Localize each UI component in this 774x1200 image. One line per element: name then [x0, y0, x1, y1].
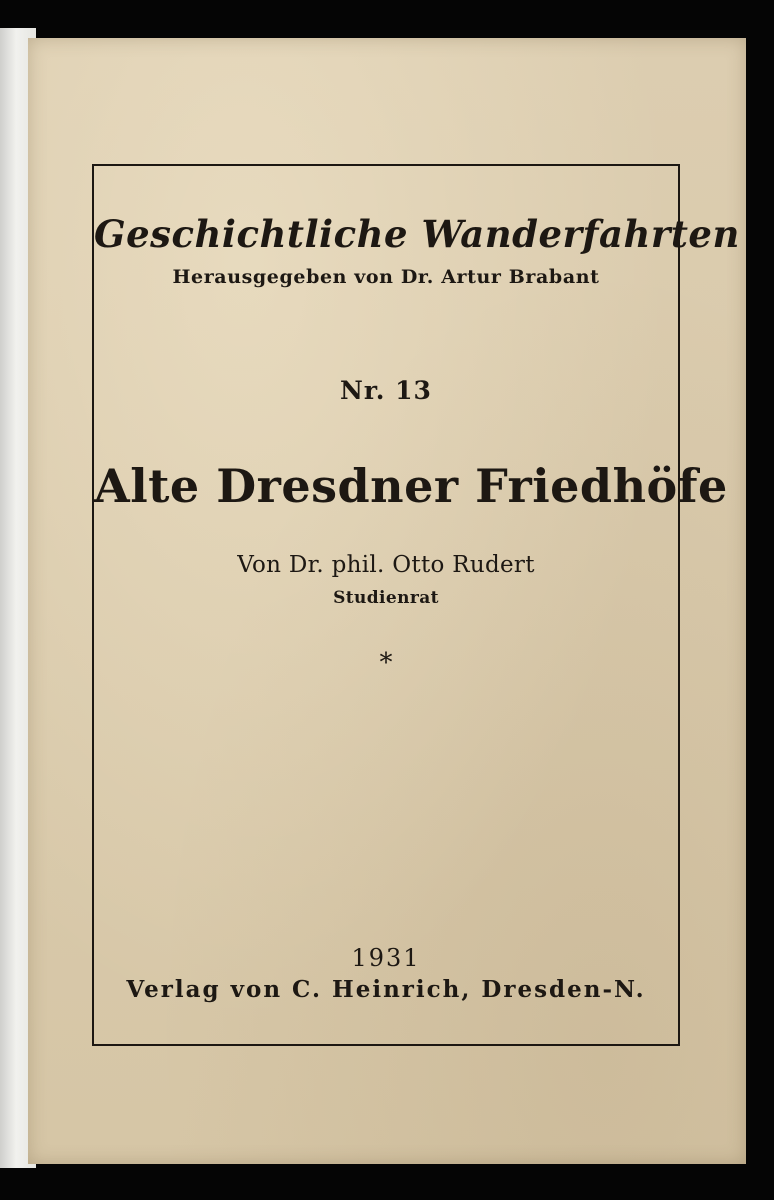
- author-title: Studienrat: [333, 588, 439, 608]
- issue-number: Nr. 13: [340, 376, 432, 405]
- title-page: [28, 38, 746, 1164]
- series-editor: Herausgegeben von Dr. Artur Brabant: [172, 266, 600, 288]
- publisher-line: Verlag von C. Heinrich, Dresden-N.: [126, 976, 646, 1003]
- asterisk-ornament: *: [379, 648, 393, 678]
- book-author: Von Dr. phil. Otto Rudert: [237, 552, 535, 578]
- title-page-frame: [92, 164, 740, 1046]
- publication-year: 1931: [351, 944, 421, 972]
- book-title: Alte Dresdner Friedhöfe: [94, 459, 728, 513]
- series-title: Geschichtliche Wanderfahrten: [94, 212, 740, 256]
